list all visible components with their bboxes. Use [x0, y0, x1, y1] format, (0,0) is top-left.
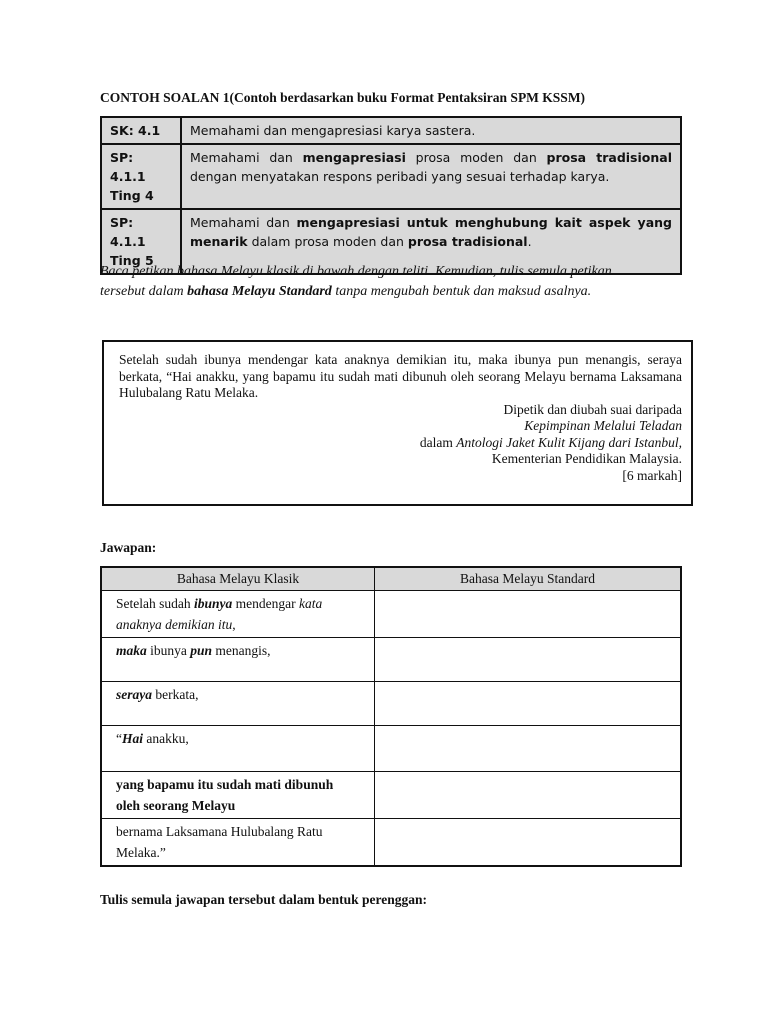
source-anthology: dalam Antologi Jaket Kulit Kijang dari Istanbul, — [419, 434, 682, 450]
classic-cell: bernama Laksamana Hulubalang Ratu Melaka.” — [101, 819, 375, 867]
classic-cell: seraya berkata, — [101, 682, 375, 726]
standard-description: Memahami dan mengapresiasi untuk menghubung kait aspek yang menarik dalam prosa moden dan prosa tradisional. — [181, 209, 681, 274]
learning-standards-table — [100, 116, 682, 275]
passage-text: Setelah sudah ibunya mendengar kata anaknya demikian itu, maka ibunya pun menangis, seraya berkata, “Hai anakku, yang bapamu itu sudah mati dibunuh oleh seorang Melayu bernama Laksamana Hulubalang Ratu Melaka. — [119, 352, 682, 400]
answer-label: Jawapan: — [100, 540, 157, 555]
instruction-after: tanpa mengubah bentuk dan maksud asalnya. — [331, 284, 592, 299]
instruction-bold: bahasa Melayu Standard — [187, 284, 332, 299]
standard-description: Memahami dan mengapresiasi karya sastera. — [181, 117, 681, 144]
answer-row — [101, 638, 681, 682]
answer-row — [101, 819, 681, 867]
standard-answer-cell[interactable] — [375, 682, 682, 726]
classic-cell: yang bapamu itu sudah mati dibunuh oleh seorang Melayu — [101, 772, 375, 819]
standard-code: SP: 4.1.1 Ting 5 — [101, 209, 181, 274]
standard-code: SK: 4.1 — [101, 117, 181, 144]
standard-answer-cell[interactable] — [375, 726, 682, 772]
source-book: Kepimpinan Melalui Teladan — [524, 418, 682, 433]
standard-row — [101, 144, 681, 209]
answer-row — [101, 682, 681, 726]
standard-answer-cell[interactable] — [375, 591, 682, 638]
answer-row — [101, 726, 681, 772]
standard-code: SP: 4.1.1 Ting 4 — [101, 144, 181, 209]
classic-cell: “Hai anakku, — [101, 726, 375, 772]
rewrite-instruction: Tulis semula jawapan tersebut dalam bentuk perenggan: — [100, 892, 428, 907]
source-publisher: Kementerian Pendidikan Malaysia. — [491, 451, 682, 466]
answer-row — [101, 591, 681, 638]
page-title: CONTOH SOALAN 1(Contoh berdasarkan buku Format Pentaksiran SPM KSSM) — [100, 90, 586, 105]
classic-cell: Setelah sudah ibunya mendengar kata anaknya demikian itu, — [101, 591, 375, 638]
instruction-before: Baca petikan bahasa Melayu klasik di bawah dengan teliti. Kemudian, tulis semula petikan tersebut dalam — [100, 264, 612, 299]
standard-description: Memahami dan mengapresiasi prosa moden dan prosa tradisional dengan menyatakan respons peribadi yang sesuai terhadap karya. — [181, 144, 681, 209]
standard-answer-cell[interactable] — [375, 772, 682, 819]
passage-box — [102, 340, 693, 506]
column-header-standard: Bahasa Melayu Standard — [375, 567, 682, 591]
standard-row — [101, 117, 681, 144]
answer-row — [101, 772, 681, 819]
answer-table — [100, 566, 682, 867]
marks-label: [6 markah] — [622, 467, 682, 483]
source-line: Dipetik dan diubah suai daripada — [503, 401, 682, 417]
standard-answer-cell[interactable] — [375, 638, 682, 682]
instruction-text — [100, 262, 660, 302]
standard-answer-cell[interactable] — [375, 819, 682, 867]
column-header-classic: Bahasa Melayu Klasik — [101, 567, 375, 591]
classic-cell: maka ibunya pun menangis, — [101, 638, 375, 682]
